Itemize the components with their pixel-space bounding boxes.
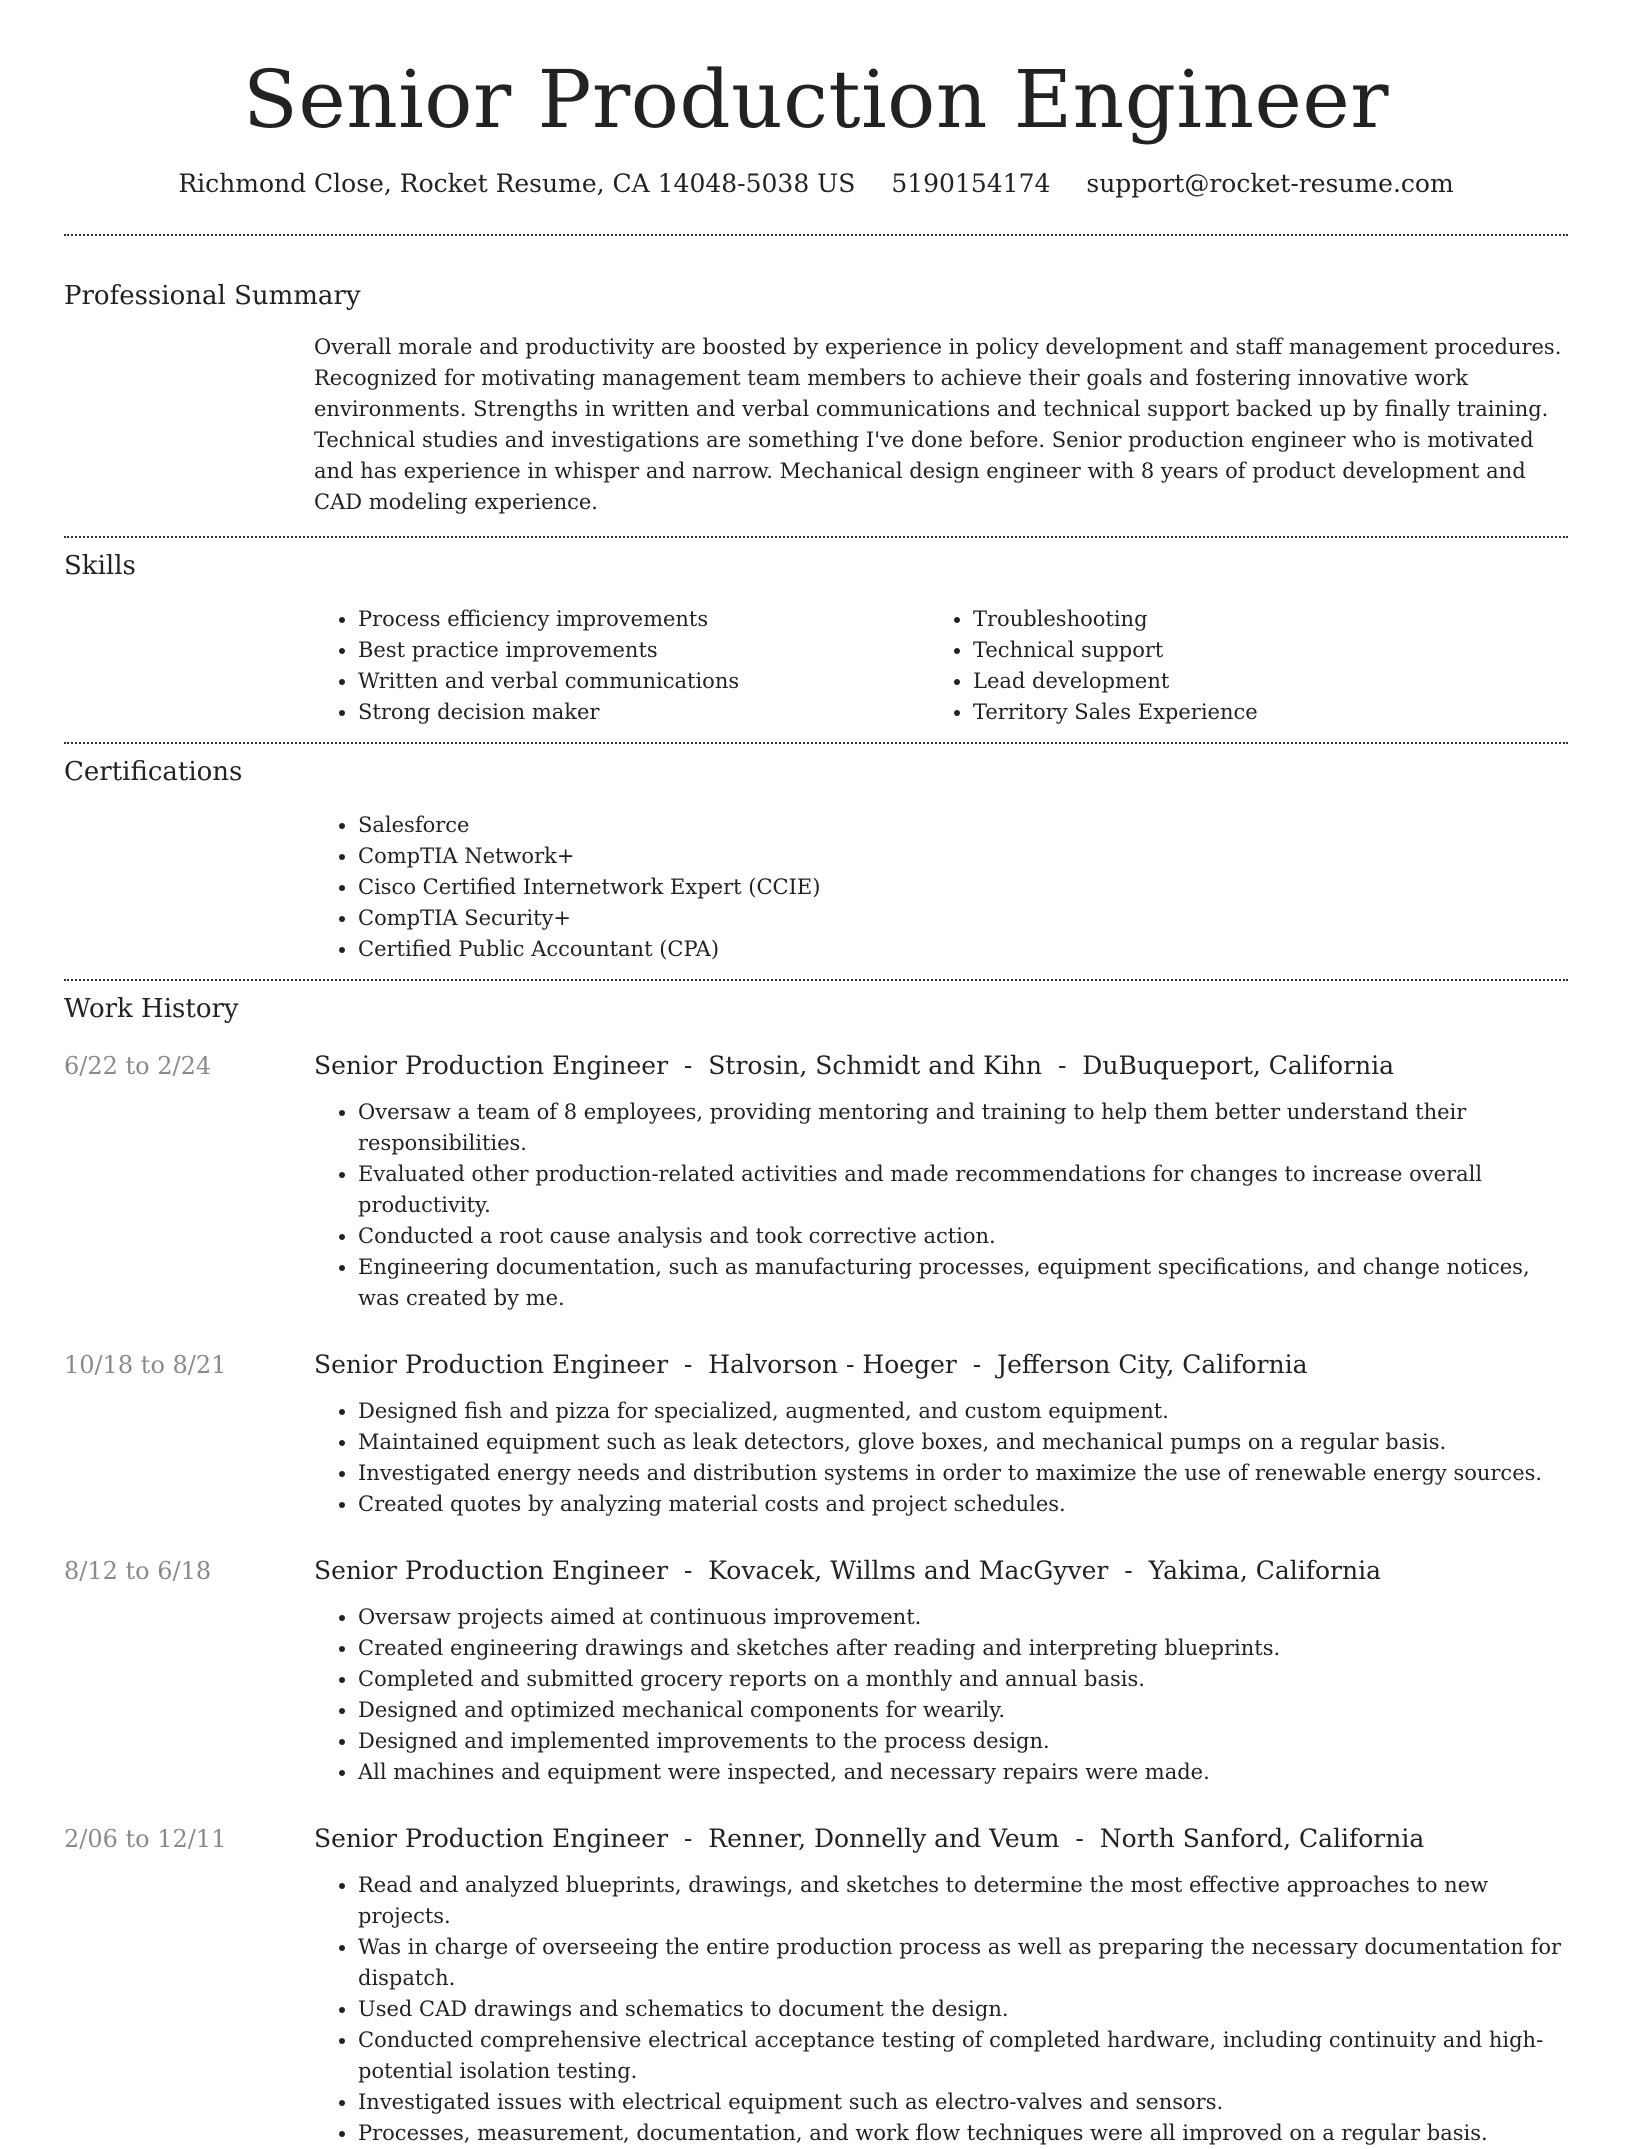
certifications-body (314, 810, 1568, 965)
summary-body (314, 332, 1568, 518)
job-dates: 10/18 to 8/21 (64, 1351, 227, 1379)
job-heading (314, 1348, 1568, 1382)
job-main (314, 1049, 1568, 1314)
skills-column-right (929, 604, 1544, 728)
job-dates: 6/22 to 2/24 (64, 1052, 212, 1080)
skills-column-left (314, 604, 929, 728)
skill-item: • Territory Sales Experience (973, 697, 1544, 728)
certifications-title: Certifications (64, 757, 243, 787)
job-separator: - (1050, 1051, 1075, 1080)
summary-text: Overall morale and productivity are boosted by experience in policy development and staff management procedures. Recognized for motivating management team members to achieve their goals and fostering innovative work environments. Strengths in written and verbal communications and technical support backed up by finally training. Technical studies and investigations are something I've done before. Senior production engineer who is motivated and has experience in whisper and narrow. Mechanical design engineer with 8 years of product development and CAD modeling experience. (314, 335, 1562, 514)
job-bullet: • Conducted comprehensive electrical acceptance testing of completed hardware, including continuity and high-potential isolation testing. (358, 2025, 1568, 2087)
skills-title: Skills (64, 551, 136, 581)
job-bullet: • Designed fish and pizza for specialized, augmented, and custom equipment. (358, 1396, 1568, 1427)
job-bullet: • Oversaw a team of 8 employees, providing mentoring and training to help them better understand their responsibilities. (358, 1097, 1568, 1159)
job-separator: - (1116, 1556, 1141, 1585)
skill-item: • Strong decision maker (358, 697, 929, 728)
job-bullet: • Created quotes by analyzing material costs and project schedules. (358, 1489, 1568, 1520)
job-entry (64, 1554, 1568, 1788)
job-location: Jefferson City, California (997, 1350, 1308, 1379)
job-bullet: • Engineering documentation, such as manufacturing processes, equipment specifications, and change notices, was created by me. (358, 1252, 1568, 1314)
job-bullet: • Designed and optimized mechanical components for wearily. (358, 1695, 1568, 1726)
job-bullet: • Maintained equipment such as leak detectors, glove boxes, and mechanical pumps on a regular basis. (358, 1427, 1568, 1458)
summary-divider (64, 536, 1568, 538)
job-heading (314, 1049, 1568, 1083)
certification-item: • CompTIA Network+ (358, 841, 1568, 872)
job-entry (64, 1348, 1568, 1520)
job-bullet: • Investigated energy needs and distribution systems in order to maximize the use of renewable energy sources. (358, 1458, 1568, 1489)
job-entry (64, 1822, 1568, 2149)
skills-grid (314, 604, 1568, 728)
skills-body (314, 604, 1568, 728)
certification-item: • Salesforce (358, 810, 1568, 841)
job-bullet: • Processes, measurement, documentation, and work flow techniques were all improved on a regular basis. (358, 2118, 1568, 2149)
contact-address: Richmond Close, Rocket Resume, CA 14048-5038 US (178, 169, 856, 198)
job-bullet: • Evaluated other production-related activities and made recommendations for changes to increase overall productivity. (358, 1159, 1568, 1221)
job-bullet: • Conducted a root cause analysis and took corrective action. (358, 1221, 1568, 1252)
job-bullet: • Was in charge of overseeing the entire production process as well as preparing the necessary documentation for dispatch. (358, 1932, 1568, 1994)
job-company: Renner, Donnelly and Veum (708, 1824, 1060, 1853)
job-bullet: • Completed and submitted grocery reports on a monthly and annual basis. (358, 1664, 1568, 1695)
skill-item: • Technical support (973, 635, 1544, 666)
job-bullet: • Created engineering drawings and sketches after reading and interpreting blueprints. (358, 1633, 1568, 1664)
job-company: Kovacek, Willms and MacGyver (708, 1556, 1109, 1585)
job-location: North Sanford, California (1099, 1824, 1425, 1853)
job-bullet: • Used CAD drawings and schematics to document the design. (358, 1994, 1568, 2025)
job-location: DuBuqueport, California (1082, 1051, 1395, 1080)
job-dates: 2/06 to 12/11 (64, 1825, 227, 1853)
job-separator: - (675, 1051, 701, 1080)
skills-list-left (314, 604, 929, 728)
job-bullet: • All machines and equipment were inspected, and necessary repairs were made. (358, 1757, 1568, 1788)
certifications-divider (64, 979, 1568, 981)
job-location: Yakima, California (1148, 1556, 1382, 1585)
certification-item: • Cisco Certified Internetwork Expert (CCIE) (358, 872, 1568, 903)
resume-page (64, 0, 1568, 2149)
job-company: Strosin, Schmidt and Kihn (708, 1051, 1043, 1080)
job-separator: - (675, 1824, 701, 1853)
job-bullets (314, 1870, 1568, 2149)
skill-item: • Best practice improvements (358, 635, 929, 666)
certification-item: • Certified Public Accountant (CPA) (358, 934, 1568, 965)
skill-item: • Written and verbal communications (358, 666, 929, 697)
header-divider (64, 234, 1568, 236)
skills-list-right (929, 604, 1544, 728)
job-entry (64, 1049, 1568, 1314)
job-heading (314, 1822, 1568, 1856)
job-title: Senior Production Engineer (314, 1051, 669, 1080)
certifications-section (64, 754, 1568, 965)
summary-section (64, 278, 1568, 518)
job-separator: - (1067, 1824, 1092, 1853)
job-separator: - (675, 1350, 701, 1379)
job-bullet: • Oversaw projects aimed at continuous improvement. (358, 1602, 1568, 1633)
job-heading (314, 1554, 1568, 1588)
job-bullets (314, 1602, 1568, 1788)
job-separator: - (964, 1350, 990, 1379)
job-main (314, 1822, 1568, 2149)
contact-line (64, 166, 1568, 202)
certifications-list (314, 810, 1568, 965)
skill-item: • Troubleshooting (973, 604, 1544, 635)
skill-item: • Process efficiency improvements (358, 604, 929, 635)
job-bullet: • Designed and implemented improvements to the process design. (358, 1726, 1568, 1757)
candidate-name: Senior Production Engineer (243, 53, 1389, 146)
job-title: Senior Production Engineer (314, 1824, 669, 1853)
contact-phone: 5190154174 (891, 169, 1051, 198)
skills-section (64, 548, 1568, 728)
work-title: Work History (64, 994, 239, 1024)
job-main (314, 1554, 1568, 1788)
summary-title: Professional Summary (64, 281, 361, 311)
job-dates: 8/12 to 6/18 (64, 1557, 212, 1585)
skills-divider (64, 742, 1568, 744)
work-section (64, 991, 1568, 2149)
skill-item: • Lead development (973, 666, 1544, 697)
job-bullet: • Read and analyzed blueprints, drawings, and sketches to determine the most effective approaches to new projects. (358, 1870, 1568, 1932)
job-title: Senior Production Engineer (314, 1350, 669, 1379)
job-company: Halvorson - Hoeger (708, 1350, 957, 1379)
job-separator: - (675, 1556, 701, 1585)
job-bullet: • Investigated issues with electrical equipment such as electro-valves and sensors. (358, 2087, 1568, 2118)
certification-item: • CompTIA Security+ (358, 903, 1568, 934)
contact-email: support@rocket-resume.com (1086, 169, 1454, 198)
job-main (314, 1348, 1568, 1520)
job-bullets (314, 1396, 1568, 1520)
job-bullets (314, 1097, 1568, 1314)
job-title: Senior Production Engineer (314, 1556, 669, 1585)
